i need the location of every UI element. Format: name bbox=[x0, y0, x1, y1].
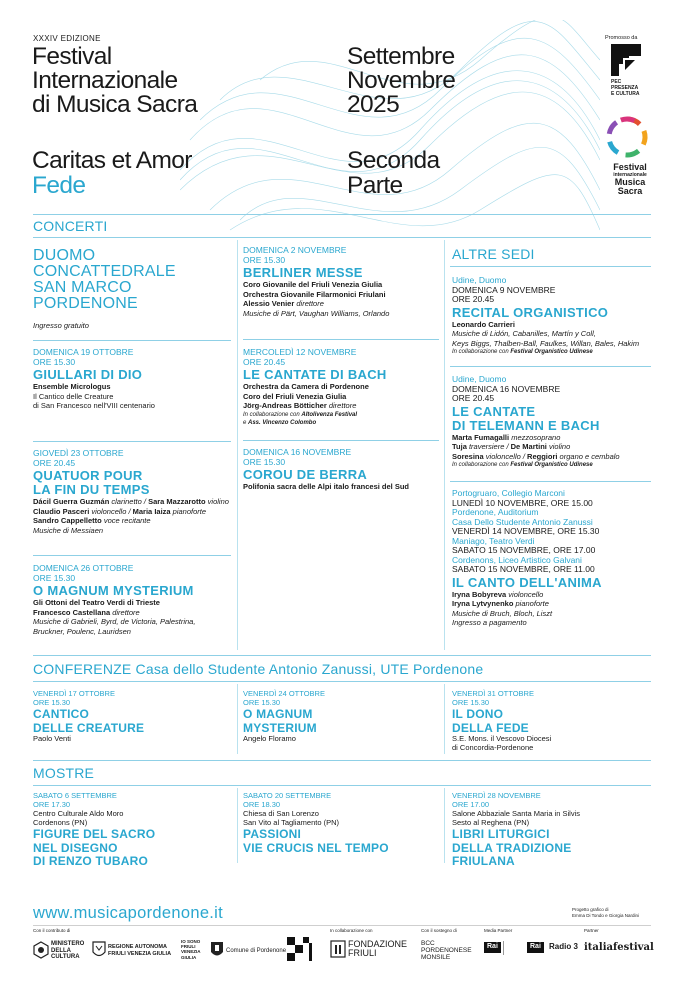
column-divider bbox=[444, 684, 445, 754]
event-time: ORE 20.45 bbox=[33, 457, 76, 468]
pec-text-line: PRESENZA bbox=[611, 85, 639, 91]
festival-name-line: Festival bbox=[32, 43, 112, 70]
role: violino bbox=[205, 497, 229, 506]
io-sono-fvg-logo bbox=[181, 939, 201, 960]
logo-text: FRIULI VENEZIA GIULIA bbox=[108, 950, 172, 957]
event-location: Salone Abbaziale Santa Maria in Silvis bbox=[452, 809, 580, 818]
altre-canto bbox=[452, 489, 652, 628]
event-date: MERCOLEDÌ 12 NOVEMBRE bbox=[243, 347, 357, 357]
event-title: IL DONO bbox=[452, 707, 504, 721]
festival-logo-text bbox=[600, 163, 660, 196]
divider bbox=[33, 555, 231, 556]
role: violoncello bbox=[506, 589, 544, 599]
event-time: ORE 20.45 bbox=[452, 393, 495, 403]
edition-label: XXXIV EDIZIONE bbox=[33, 34, 101, 43]
logo-text: FRIULI bbox=[181, 944, 196, 950]
altre-sedi-heading: ALTRE SEDI bbox=[452, 246, 535, 262]
divider bbox=[243, 339, 439, 340]
event-time: ORE 15.30 bbox=[243, 254, 286, 265]
pec-logo-icon bbox=[611, 44, 641, 76]
logo-text: FRIULI bbox=[348, 948, 377, 958]
divider bbox=[33, 760, 651, 761]
performer: Iryna Lytvynenko bbox=[452, 599, 514, 608]
logo-text: IO SONO bbox=[181, 939, 201, 944]
part-line: Parte bbox=[347, 172, 403, 199]
fondazione-friuli-logo bbox=[348, 940, 407, 958]
note-text: In collaborazione con bbox=[452, 462, 511, 468]
event-title: RECITAL ORGANISTICO bbox=[452, 304, 609, 320]
divider bbox=[243, 440, 439, 441]
note-partner: Festival Organistico Udinese bbox=[510, 349, 593, 355]
bcc-logo bbox=[421, 940, 472, 961]
event-line: Ensemble Micrologus bbox=[33, 382, 111, 391]
event-location: Cordenons, Liceo Artistico Galvani bbox=[452, 554, 582, 565]
design-credit bbox=[572, 907, 639, 919]
role: violino bbox=[546, 442, 571, 451]
comune-crest-icon bbox=[210, 941, 224, 959]
column-divider bbox=[237, 684, 238, 754]
event-music: Musiche di Bruch, Bloch, Liszt bbox=[452, 608, 553, 618]
performer: Claudio Pasceri bbox=[33, 506, 90, 516]
ministero-emblem-icon bbox=[33, 941, 49, 959]
venue-note bbox=[33, 321, 89, 331]
event-line: Polifonia sacra delle Alpi italo francesi del Sud bbox=[243, 482, 410, 491]
role: violoncello / bbox=[483, 451, 528, 461]
event-title: NEL DISEGNO bbox=[33, 840, 118, 855]
role: pianoforte bbox=[513, 599, 549, 608]
website-link[interactable]: www.musicapordenone.it bbox=[33, 904, 224, 922]
role: voce recitante bbox=[101, 516, 151, 525]
event-location: Udine, Duomo bbox=[452, 374, 507, 384]
logo-text: MINISTERO bbox=[51, 941, 85, 947]
note-text: e bbox=[243, 419, 249, 426]
performer: Alessio Venier bbox=[243, 299, 295, 308]
logo-text: REGIONE AUTONOMA bbox=[108, 944, 167, 950]
event-note: Ingresso a pagamento bbox=[452, 618, 527, 627]
note-partner: Altolivenza Festival bbox=[301, 411, 358, 418]
role: direttore bbox=[110, 607, 140, 617]
divider bbox=[33, 214, 651, 215]
festival-name-line: di Musica Sacra bbox=[32, 91, 198, 118]
pordenone-cultura-logo-icon bbox=[287, 937, 319, 963]
event-location: Casa Dello Studente Antonio Zanussi bbox=[452, 516, 593, 527]
performer: Reggiori bbox=[527, 451, 558, 461]
event-time: ORE 20.45 bbox=[243, 356, 286, 367]
performer: Tuja bbox=[452, 442, 467, 451]
festival-ring-logo-icon bbox=[603, 113, 651, 161]
event-title: LA FIN DU TEMPS bbox=[33, 482, 150, 497]
event-location: Pordenone, Auditorium bbox=[452, 507, 539, 517]
performer: Dácil Guerra Guzmán bbox=[33, 497, 110, 506]
italiafestival-logo: italiafestival bbox=[584, 942, 654, 953]
venue-line: SAN MARCO bbox=[33, 279, 132, 296]
theme-line-1: Caritas et Amor bbox=[32, 147, 192, 174]
event-location: San Vito al Tagliamento (PN) bbox=[243, 818, 340, 827]
performer: Francesco Castellana bbox=[33, 607, 111, 617]
event-date: VENERDÌ 17 OTTOBRE bbox=[33, 689, 115, 698]
event-title: DELLE CREATURE bbox=[33, 720, 145, 735]
conferenze-venue: Casa dello Studente Antonio Zanussi, UTE Pordenone bbox=[131, 661, 484, 677]
event-music: Musiche di Pärt, Vaughan Williams, Orlando bbox=[243, 308, 390, 318]
event-music: Musiche di Gabrieli, Byrd, de Victoria, Palestrina, bbox=[33, 617, 196, 626]
column-divider bbox=[444, 788, 445, 863]
divider bbox=[33, 655, 651, 656]
event-time: ORE 15.30 bbox=[33, 572, 76, 583]
event-time: ORE 20.45 bbox=[452, 294, 495, 304]
conferenze-heading bbox=[33, 661, 483, 677]
rai-cultura-mark bbox=[503, 941, 524, 955]
event-title: IL CANTO DELL'ANIMA bbox=[452, 574, 602, 590]
performer: Maria Iaiza bbox=[132, 506, 171, 516]
event-title: DI TELEMANN E BACH bbox=[452, 417, 600, 433]
event-date: DOMENICA 19 OTTOBRE bbox=[33, 347, 134, 357]
event-title: FRIULANA bbox=[452, 854, 515, 868]
event-title: LIBRI LITURGICI bbox=[452, 827, 550, 841]
role: pianoforte bbox=[170, 506, 207, 516]
event-title: QUATUOR POUR bbox=[33, 468, 143, 483]
event-line: Coro del Friuli Venezia Giulia bbox=[243, 391, 347, 401]
conferenza-magnum bbox=[243, 690, 443, 743]
credit-line: Emma Di Tondo e Giorgia Nardini bbox=[572, 913, 639, 918]
event-title: PASSIONI bbox=[243, 827, 302, 841]
conferenza-cantico bbox=[33, 690, 233, 743]
dates-line: 2025 bbox=[347, 91, 400, 118]
pec-text-line: E CULTURA bbox=[611, 91, 640, 97]
rai-radio-logo: Rai bbox=[527, 942, 544, 953]
event-title: LE CANTATE DI BACH bbox=[243, 367, 387, 382]
event-location: Chiesa di San Lorenzo bbox=[243, 809, 319, 818]
logo-text: PORDENONESE bbox=[421, 947, 472, 954]
event-title: MYSTERIUM bbox=[243, 720, 317, 735]
event-date: VENERDÌ 31 OTTOBRE bbox=[452, 689, 534, 698]
venue-line: CONCATTEDRALE bbox=[33, 263, 176, 280]
sostegno-label: Con il sostegno di bbox=[421, 928, 457, 933]
concert-berliner bbox=[243, 246, 443, 318]
fest-logo-line: internazionale bbox=[613, 172, 647, 178]
event-title: FIGURE DEL SACRO bbox=[33, 827, 156, 841]
performer: De Martini bbox=[510, 442, 547, 451]
role: mezzosoprano bbox=[509, 432, 561, 442]
event-time: ORE 15.30 bbox=[452, 697, 490, 707]
event-date: DOMENICA 26 OTTOBRE bbox=[33, 563, 134, 573]
rai-logo: Rai bbox=[484, 942, 501, 953]
speaker: S.E. Mons. il Vescovo Diocesi bbox=[452, 734, 552, 743]
performer: Jörg-Andreas Bötticher bbox=[243, 401, 327, 410]
regione-emblem-icon bbox=[92, 941, 106, 959]
event-title: O MAGNUM bbox=[243, 707, 313, 721]
performer: Sara Mazzarotto bbox=[148, 497, 206, 506]
performer: Soresina bbox=[452, 451, 484, 461]
credit-line: Progetto grafico di bbox=[572, 907, 609, 912]
media-label: Media Partner bbox=[484, 928, 513, 933]
concert-bach bbox=[243, 348, 443, 427]
event-time: ORE 15.30 bbox=[33, 697, 71, 707]
festival-name bbox=[32, 45, 282, 117]
divider bbox=[450, 481, 651, 482]
event-time: ORE 17.30 bbox=[33, 799, 71, 809]
venue-title bbox=[33, 248, 176, 312]
event-location: Cordenons (PN) bbox=[33, 818, 88, 827]
role: traversiere / bbox=[466, 442, 511, 451]
event-line: Coro Giovanile del Friuli Venezia Giulia bbox=[243, 280, 383, 289]
mostra-figure bbox=[33, 792, 233, 868]
fest-logo-line: Festival bbox=[613, 162, 647, 172]
mostra-libri bbox=[452, 792, 652, 868]
altre-recital bbox=[452, 276, 652, 356]
logo-text: CULTURA bbox=[51, 954, 80, 960]
event-music: Musiche di Lidón, Cabanilles, Martín y Coll, bbox=[452, 329, 596, 338]
logo-text: MONSILE bbox=[421, 954, 451, 961]
logo-text: DELLA bbox=[51, 947, 71, 954]
conferenza-dono bbox=[452, 690, 652, 752]
theme-line-2: Fede bbox=[32, 172, 86, 199]
conferenze-title: CONFERENZE bbox=[33, 661, 132, 677]
event-title: O MAGNUM MYSTERIUM bbox=[33, 583, 194, 598]
event-date: DOMENICA 2 NOVEMBRE bbox=[243, 245, 347, 255]
event-date: LUNEDÌ 10 NOVEMBRE, ORE 15.00 bbox=[452, 497, 593, 508]
divider bbox=[450, 366, 651, 367]
event-title: LE CANTATE bbox=[452, 403, 536, 419]
speaker: di Concordia-Pordenone bbox=[452, 743, 534, 752]
fest-logo-line: Musica bbox=[614, 177, 646, 187]
event-title: CANTICO bbox=[33, 707, 90, 721]
part-line: Seconda bbox=[347, 147, 440, 174]
contributo-label: Con il contributo di bbox=[33, 928, 71, 933]
event-time: ORE 15.30 bbox=[243, 697, 281, 707]
logo-text: BCC bbox=[421, 940, 435, 947]
event-title: GIULLARI DI DIO bbox=[33, 367, 143, 382]
concert-giullari bbox=[33, 348, 233, 411]
partner-label: Partner bbox=[584, 928, 599, 933]
event-music: Musiche di Messiaen bbox=[33, 525, 104, 535]
event-time: ORE 17.00 bbox=[452, 799, 490, 809]
role: clarinetto / bbox=[109, 497, 149, 506]
column-divider bbox=[444, 240, 445, 650]
festival-name-line: Internazionale bbox=[32, 67, 178, 94]
promoted-by-label: Promosso da bbox=[605, 35, 638, 41]
performer: Leonardo Carrieri bbox=[452, 319, 515, 329]
collaborazione-label: In collaborazione con bbox=[330, 928, 373, 933]
note-text: In collaborazione con bbox=[243, 411, 302, 418]
mostre-heading: MOSTRE bbox=[33, 765, 95, 781]
event-time: ORE 18.30 bbox=[243, 799, 281, 809]
speaker: Paolo Venti bbox=[33, 734, 71, 743]
event-location: Udine, Duomo bbox=[452, 275, 507, 285]
divider bbox=[450, 266, 651, 267]
event-music: Bruckner, Poulenc, Lauridsen bbox=[33, 626, 131, 636]
event-date: DOMENICA 9 NOVEMBRE bbox=[452, 284, 556, 295]
radio3-logo: Radio 3 bbox=[549, 942, 578, 951]
event-line: Il Cantico delle Creature bbox=[33, 391, 114, 401]
event-title: VIE CRUCIS NEL TEMPO bbox=[243, 840, 389, 855]
note-text: In collaborazione con bbox=[452, 349, 511, 355]
event-date: SABATO 20 SETTEMBRE bbox=[243, 791, 332, 800]
event-location: Sesto al Reghena (PN) bbox=[452, 818, 530, 827]
venue-line: PORDENONE bbox=[33, 295, 138, 312]
role: direttore bbox=[294, 299, 324, 308]
event-date: DOMENICA 16 NOVEMBRE bbox=[243, 447, 352, 457]
event-line: Orchestra da Camera di Pordenone bbox=[243, 382, 369, 391]
altre-telemann bbox=[452, 375, 652, 469]
venue-note-text: Ingresso gratuito bbox=[33, 321, 89, 330]
event-title: BERLINER MESSE bbox=[243, 265, 363, 280]
role: organo e cembalo bbox=[557, 451, 620, 461]
performer: Marta Fumagalli bbox=[452, 432, 510, 442]
event-title: DELLA TRADIZIONE bbox=[452, 840, 572, 855]
event-title: DELLA FEDE bbox=[452, 720, 529, 735]
divider bbox=[33, 237, 651, 238]
concerti-heading: CONCERTI bbox=[33, 218, 108, 234]
concert-quatuor bbox=[33, 449, 238, 535]
event-time: ORE 15.30 bbox=[33, 356, 76, 367]
event-date: SABATO 6 SETTEMBRE bbox=[33, 791, 117, 800]
festival-dates bbox=[347, 45, 497, 117]
event-date: GIOVEDÌ 23 OTTOBRE bbox=[33, 448, 124, 458]
divider bbox=[33, 441, 231, 442]
performer: Sandro Cappelletto bbox=[33, 516, 102, 525]
event-location: Maniago, Teatro Verdi bbox=[452, 535, 535, 546]
divider bbox=[33, 681, 651, 682]
event-title: COROU DE BERRA bbox=[243, 467, 368, 482]
event-date: SABATO 15 NOVEMBRE, ORE 17.00 bbox=[452, 545, 596, 555]
event-title: DI RENZO TUBARO bbox=[33, 854, 148, 868]
event-date: SABATO 15 NOVEMBRE, ORE 11.00 bbox=[452, 564, 595, 574]
pec-logo-text bbox=[611, 79, 640, 97]
comune-pordenone-logo: Comune di Pordenone bbox=[226, 948, 287, 954]
note-partner: Festival Organistico Udinese bbox=[510, 462, 593, 468]
event-date: DOMENICA 16 NOVEMBRE bbox=[452, 383, 561, 394]
fest-logo-line: Sacra bbox=[617, 186, 643, 196]
event-time: ORE 15.30 bbox=[243, 456, 286, 467]
dates-line: Settembre bbox=[347, 43, 455, 70]
regione-logo bbox=[108, 944, 171, 957]
event-location: Portogruaro, Collegio Marconi bbox=[452, 488, 565, 498]
event-line: di San Francesco nell'VIII centenario bbox=[33, 401, 155, 410]
event-date: VENERDÌ 14 NOVEMBRE, ORE 15.30 bbox=[452, 526, 600, 536]
note-partner: Ass. Vincenzo Colombo bbox=[248, 419, 317, 426]
venue-line: DUOMO bbox=[33, 247, 96, 264]
logo-text: VENEZIA bbox=[181, 949, 201, 955]
event-line: Orchestra Giovanile Filarmonici Friulani bbox=[243, 289, 386, 299]
pec-text-line: PEC bbox=[611, 79, 622, 85]
concert-magnum bbox=[33, 564, 238, 636]
event-music: Keys Biggs, Thalben-Ball, Faulkes, Willan, Bales, Hakim bbox=[452, 338, 640, 348]
event-date: VENERDÌ 28 NOVEMBRE bbox=[452, 791, 541, 800]
divider bbox=[33, 785, 651, 786]
dates-line: Novembre bbox=[347, 67, 456, 94]
ministero-logo bbox=[51, 941, 84, 961]
role: violoncello / bbox=[89, 506, 133, 516]
divider bbox=[33, 340, 231, 341]
concert-corou bbox=[243, 448, 443, 492]
logo-text: FONDAZIONE bbox=[348, 939, 408, 949]
event-date: VENERDÌ 24 OTTOBRE bbox=[243, 689, 325, 698]
performer: Iryna Bobyreva bbox=[452, 589, 507, 599]
theme-title bbox=[32, 148, 192, 198]
role: direttore bbox=[326, 401, 357, 410]
logo-text: GIULIA bbox=[181, 954, 197, 960]
divider bbox=[33, 925, 651, 926]
part-title bbox=[347, 148, 440, 198]
column-divider bbox=[237, 788, 238, 863]
fondazione-friuli-icon bbox=[330, 940, 346, 958]
event-location: Centro Culturale Aldo Moro bbox=[33, 809, 124, 818]
event-line: Gli Ottoni del Teatro Verdi di Trieste bbox=[33, 598, 160, 607]
speaker: Angelo Floramo bbox=[243, 734, 296, 743]
mostra-passioni bbox=[243, 792, 443, 854]
